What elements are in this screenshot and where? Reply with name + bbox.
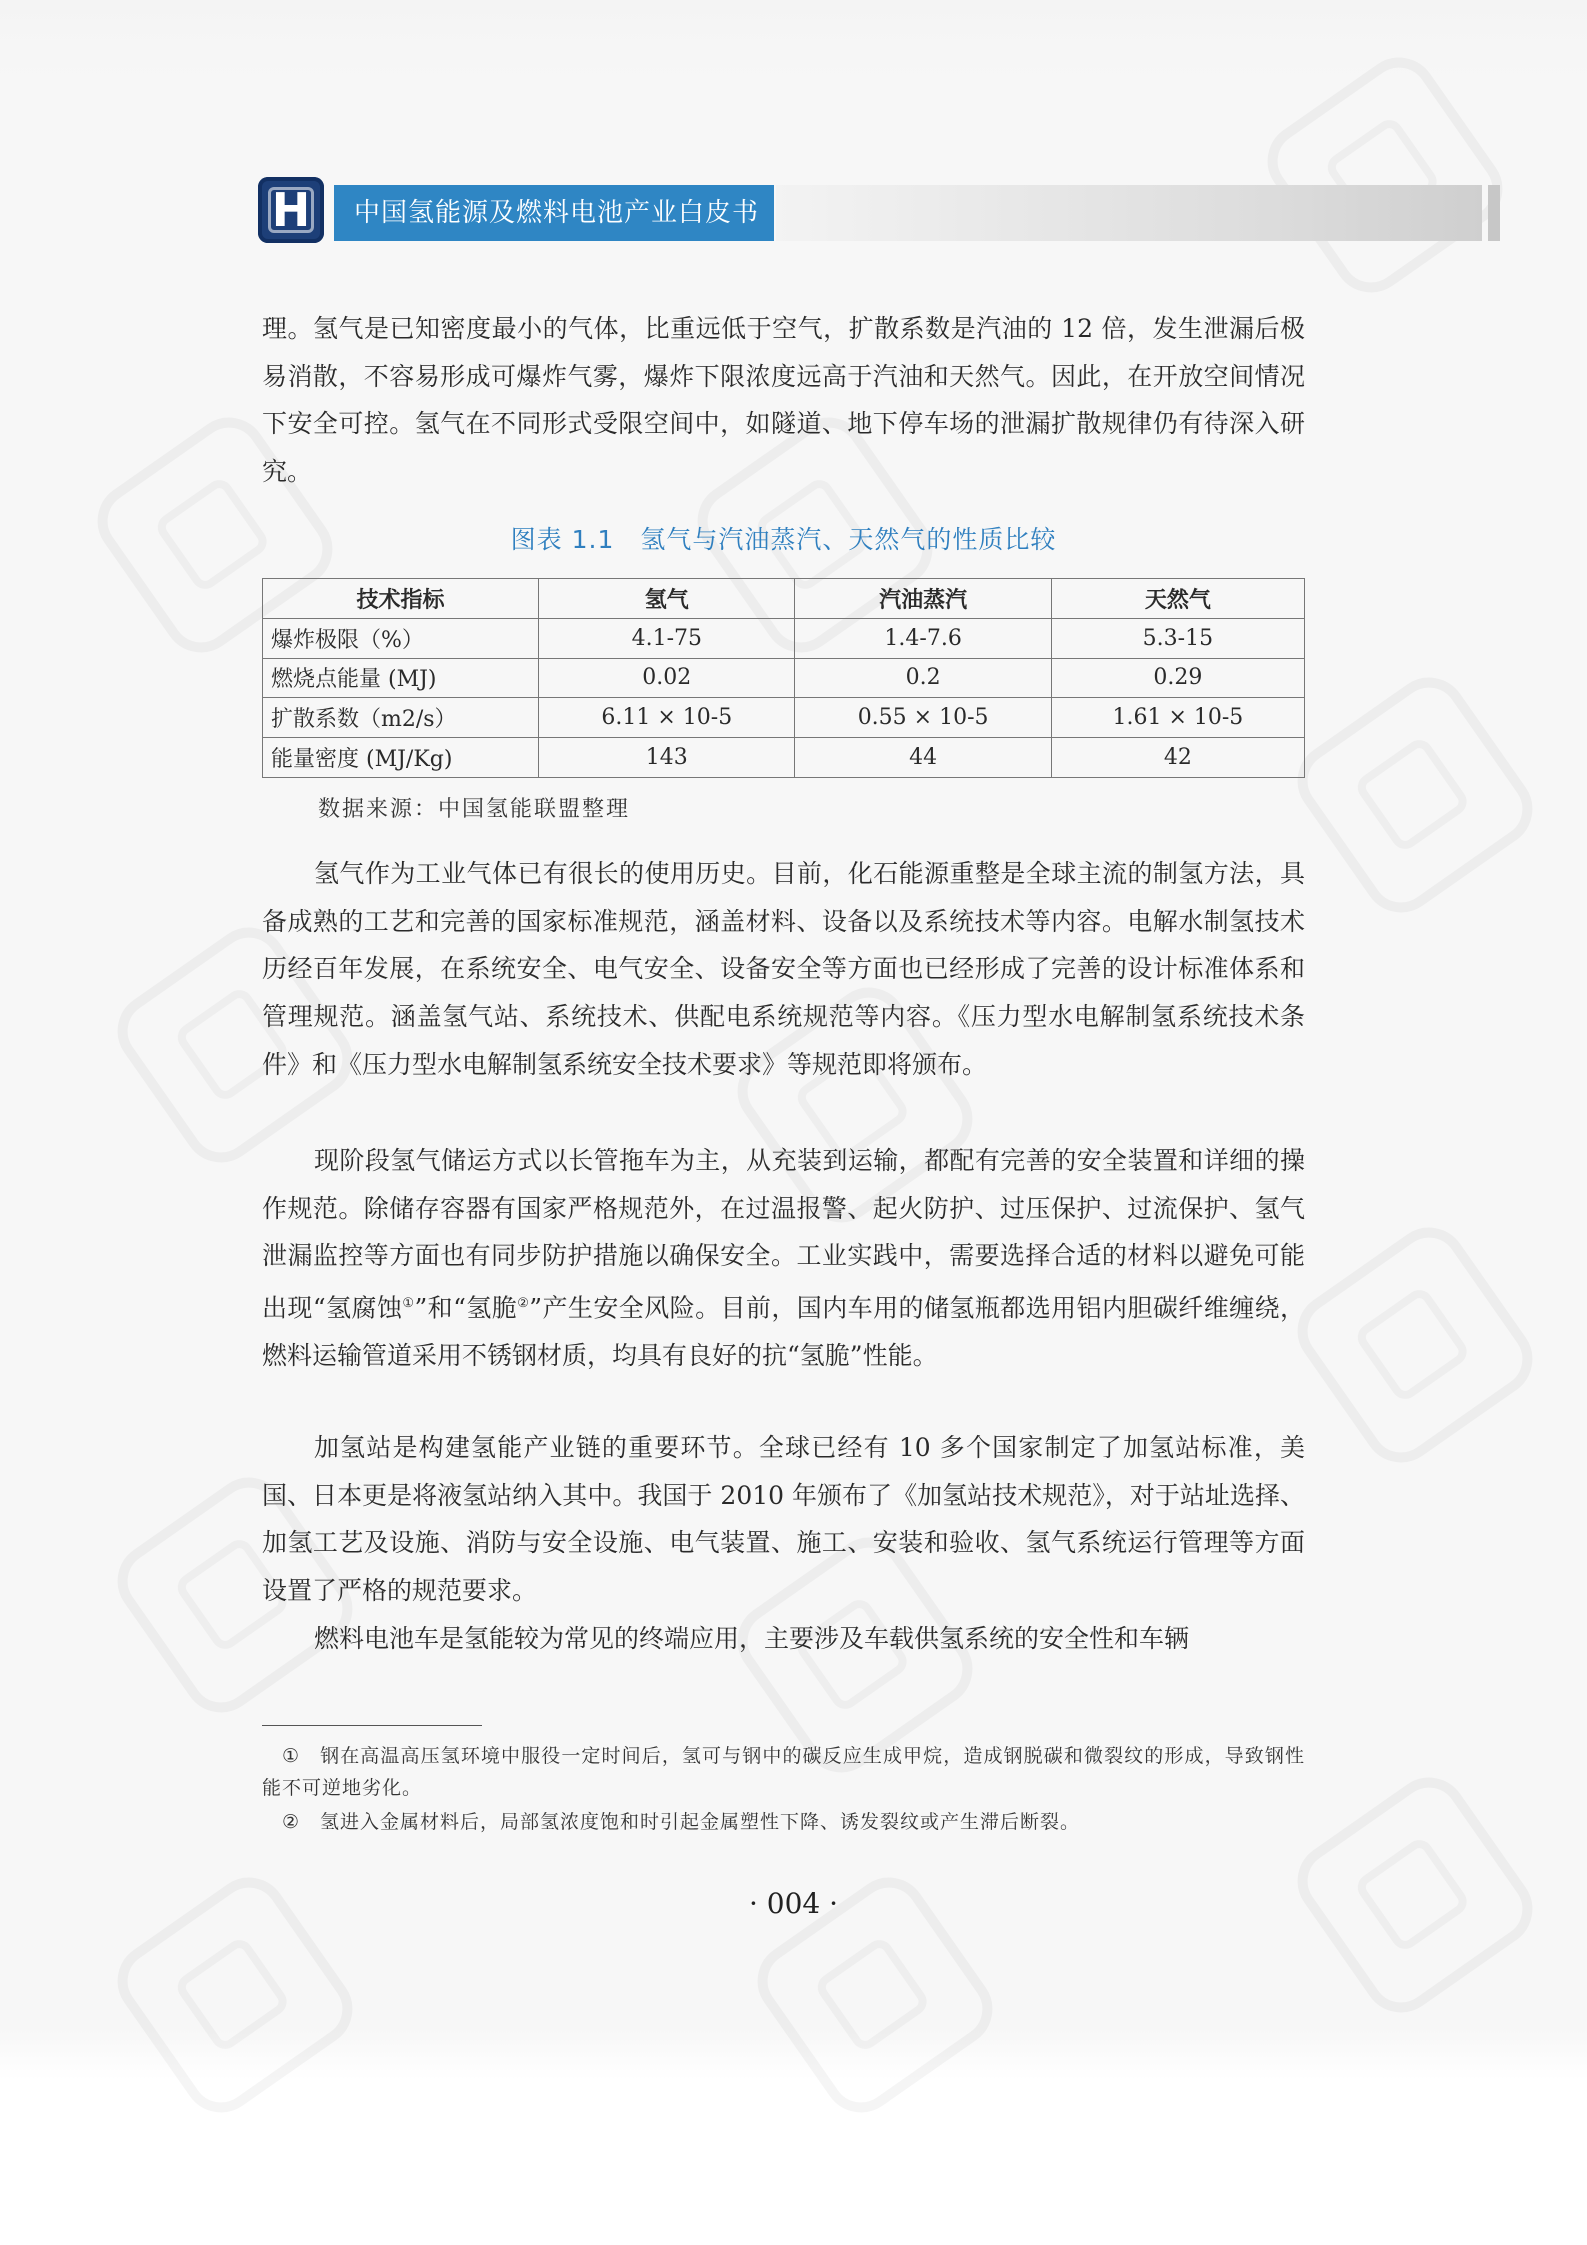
footnote-mark: ① [281, 1745, 301, 1767]
table-header-cell: 氢气 [539, 579, 795, 619]
table-header-cell: 汽油蒸汽 [795, 579, 1051, 619]
table-header-cell: 技术指标 [263, 579, 539, 619]
table-cell: 0.55 × 10-5 [795, 698, 1051, 738]
footnote-text: 钢在高温高压氢环境中服役一定时间后，氢可与钢中的碳反应生成甲烷，造成钢脱碳和微裂纹的形成，导致钢性能不可逆地劣化。 [262, 1745, 1305, 1799]
table-cell: 1.4-7.6 [795, 618, 1051, 658]
footnote-text: 氢进入金属材料后，局部氢浓度饱和时引起金属塑性下降、诱发裂纹或产生滞后断裂。 [320, 1811, 1081, 1833]
table-cell: 44 [795, 738, 1051, 778]
table-cell: 6.11 × 10-5 [539, 698, 795, 738]
table-cell: 燃烧点能量 (MJ) [263, 658, 539, 698]
table-cell: 1.61 × 10-5 [1051, 698, 1304, 738]
footnote-ref: ② [517, 1296, 530, 1312]
table-cell: 4.1-75 [539, 618, 795, 658]
table-cell: 扩散系数（m2/s） [263, 698, 539, 738]
table-header-cell: 天然气 [1051, 579, 1304, 619]
table-cell: 0.02 [539, 658, 795, 698]
watermark-logo [1283, 1213, 1548, 1478]
watermark-logo [1253, 43, 1518, 308]
paragraph-4: 加氢站是构建氢能产业链的重要环节。全球已经有 10 多个国家制定了加氢站标准，美国、日本更是将液氢站纳入其中。我国于 2010 年颁布了《加氢站技术规范》，对于站址选择、加氢工艺及设施、消防与安全设施、电气装置、施工、安装和验收、氢气系统运行管理等方面设置了严格的规范要求。 [262, 1433, 1305, 1606]
paragraph-3-text: ”产生安全风险。目前，国内车用的储氢瓶都选用铝内胆碳纤维缠绕，燃料运输管道采用不锈钢材质，均具有良好的抗“氢脆”性能。 [262, 1293, 1306, 1371]
table-cell: 5.3-15 [1051, 618, 1304, 658]
table-header-row [263, 579, 1305, 619]
table-cell: 能量密度 (MJ/Kg) [263, 738, 539, 778]
table-row [263, 698, 1305, 738]
table-row [263, 738, 1305, 778]
footnote-1 [262, 1740, 1305, 1804]
logo-icon [258, 177, 324, 243]
header-title-bar [334, 185, 774, 241]
logo-letter: H [258, 177, 324, 243]
table-cell: 42 [1051, 738, 1304, 778]
watermark-logo [1283, 663, 1548, 928]
footnote-mark: ② [281, 1811, 301, 1833]
paragraph-5: 燃料电池车是氢能较为常见的终端应用，主要涉及车载供氢系统的安全性和车辆 [314, 1624, 1190, 1653]
table-source: 数据来源：中国氢能联盟整理 [318, 797, 631, 822]
header-grey-bar [776, 185, 1482, 241]
footnote-divider [262, 1725, 482, 1726]
paragraph-3-text: ”和“氢脆 [414, 1293, 518, 1323]
table-cell: 爆炸极限（%） [263, 618, 539, 658]
table-cell: 0.29 [1051, 658, 1304, 698]
paragraph-1: 理。氢气是已知密度最小的气体，比重远低于空气，扩散系数是汽油的 12 倍，发生泄漏后极易消散，不容易形成可爆炸气雾，爆炸下限浓度远高于汽油和天然气。因此，在开放空间情况下安全可控。氢气在不同形式受限空间中，如隧道、地下停车场的泄漏扩散规律仍有待深入研究。 [262, 314, 1305, 487]
paragraph-3 [262, 1137, 1305, 1380]
paragraph-3-text: 现阶段氢气储运方式以长管拖车为主，从充装到运输，都配有完善的安全装置和详细的操作规范。除储存容器有国家严格规范外，在过温报警、起火防护、过压保护、过流保护、氢气泄漏监控等方面也有同步防护措施以确保安全。工业实践中，需要选择合适的材料以避免可能出现“氢腐蚀 [262, 1146, 1305, 1323]
header-grey-end [1488, 185, 1500, 241]
page-number: · 004 · [748, 1887, 839, 1920]
table-cell: 143 [539, 738, 795, 778]
table-caption: 图表 1.1 氢气与汽油蒸汽、天然气的性质比较 [510, 525, 1057, 554]
properties-table [262, 578, 1305, 778]
book-title: 中国氢能源及燃料电池产业白皮书 [354, 198, 760, 228]
table-row [263, 658, 1305, 698]
table-cell: 0.2 [795, 658, 1051, 698]
paragraph-2: 氢气作为工业气体已有很长的使用历史。目前，化石能源重整是全球主流的制氢方法，具备成熟的工艺和完善的国家标准规范，涵盖材料、设备以及系统技术等内容。电解水制氢技术历经百年发展，在系统安全、电气安全、设备安全等方面也已经形成了完善的设计标准体系和管理规范。涵盖氢气站、系统技术、供配电系统规范等内容。《压力型水电解制氢系统技术条件》和《压力型水电解制氢系统安全技术要求》等规范即将颁布。 [262, 859, 1305, 1079]
page-header [258, 185, 1493, 242]
table-row [263, 618, 1305, 658]
footnote-2 [262, 1806, 1305, 1838]
footnote-ref: ① [402, 1296, 415, 1312]
